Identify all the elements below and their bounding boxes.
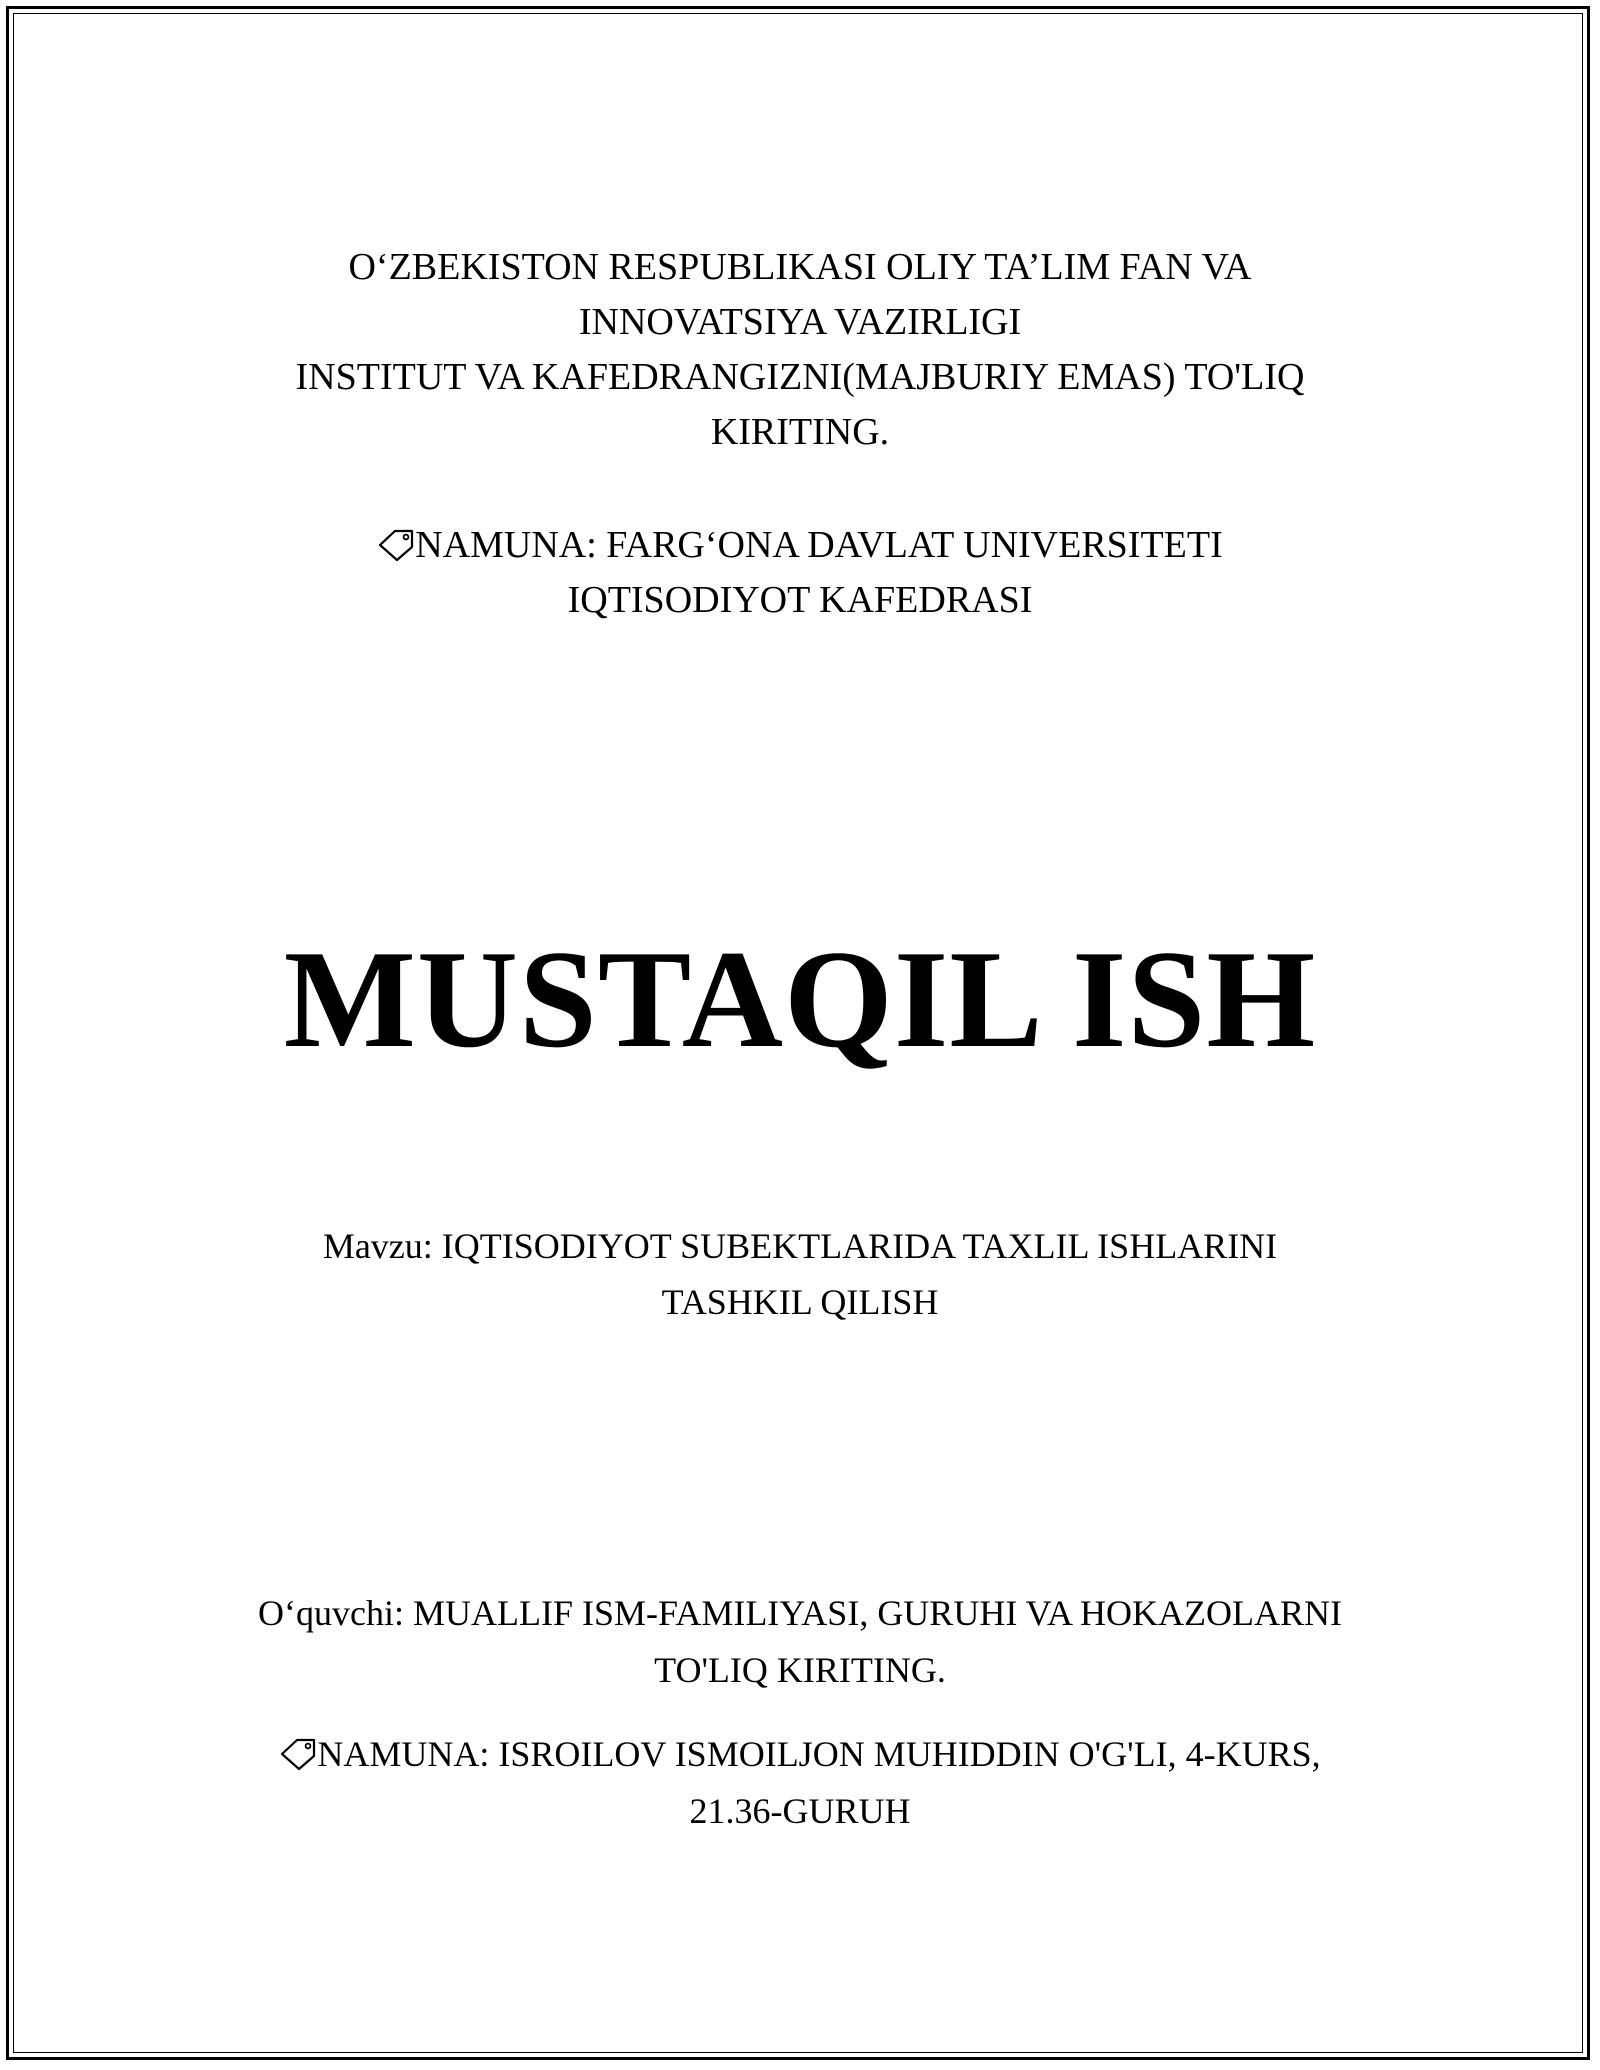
header-line-3: INSTITUT VA KAFEDRANGIZNI(MAJBURIY EMAS) TO'LIQ <box>295 356 1305 398</box>
author-sample-line-2: 21.36-GURUH <box>689 1791 911 1831</box>
author-line-2: TO'LIQ KIRITING. <box>654 1650 946 1690</box>
institution-sample <box>0 518 1600 628</box>
topic-block <box>0 1218 1600 1330</box>
author-sample-line-1 <box>0 1726 1600 1783</box>
ministry-header <box>0 240 1600 460</box>
header-line-2: INNOVATSIYA VAZIRLIGI <box>578 301 1022 343</box>
author-sample <box>0 1726 1600 1840</box>
document-title: MUSTAQIL ISH <box>283 922 1317 1077</box>
topic-line-2: TASHKIL QILISH <box>661 1282 939 1322</box>
tag-icon <box>279 1737 319 1771</box>
header-line-4: KIRITING. <box>710 411 890 453</box>
header-line-1: O‘ZBEKISTON RESPUBLIKASI OLIY TA’LIM FAN VA <box>348 246 1252 288</box>
tag-icon <box>377 528 417 562</box>
institution-sample-line-2: IQTISODIYOT KAFEDRASI <box>567 579 1033 621</box>
author-block <box>0 1585 1600 1699</box>
institution-sample-text-1: NAMUNA: FARG‘ONA DAVLAT UNIVERSITETI <box>415 524 1223 566</box>
institution-sample-line-1 <box>0 518 1600 573</box>
topic-line-1: Mavzu: IQTISODIYOT SUBEKTLARIDA TAXLIL ISHLARINI <box>322 1226 1278 1266</box>
author-sample-text-1: NAMUNA: ISROILOV ISMOILJON MUHIDDIN O'G'LI, 4-KURS, <box>317 1734 1321 1774</box>
author-line-1: O‘quvchi: MUALLIF ISM-FAMILIYASI, GURUHI VA HOKAZOLARNI <box>258 1593 1342 1633</box>
